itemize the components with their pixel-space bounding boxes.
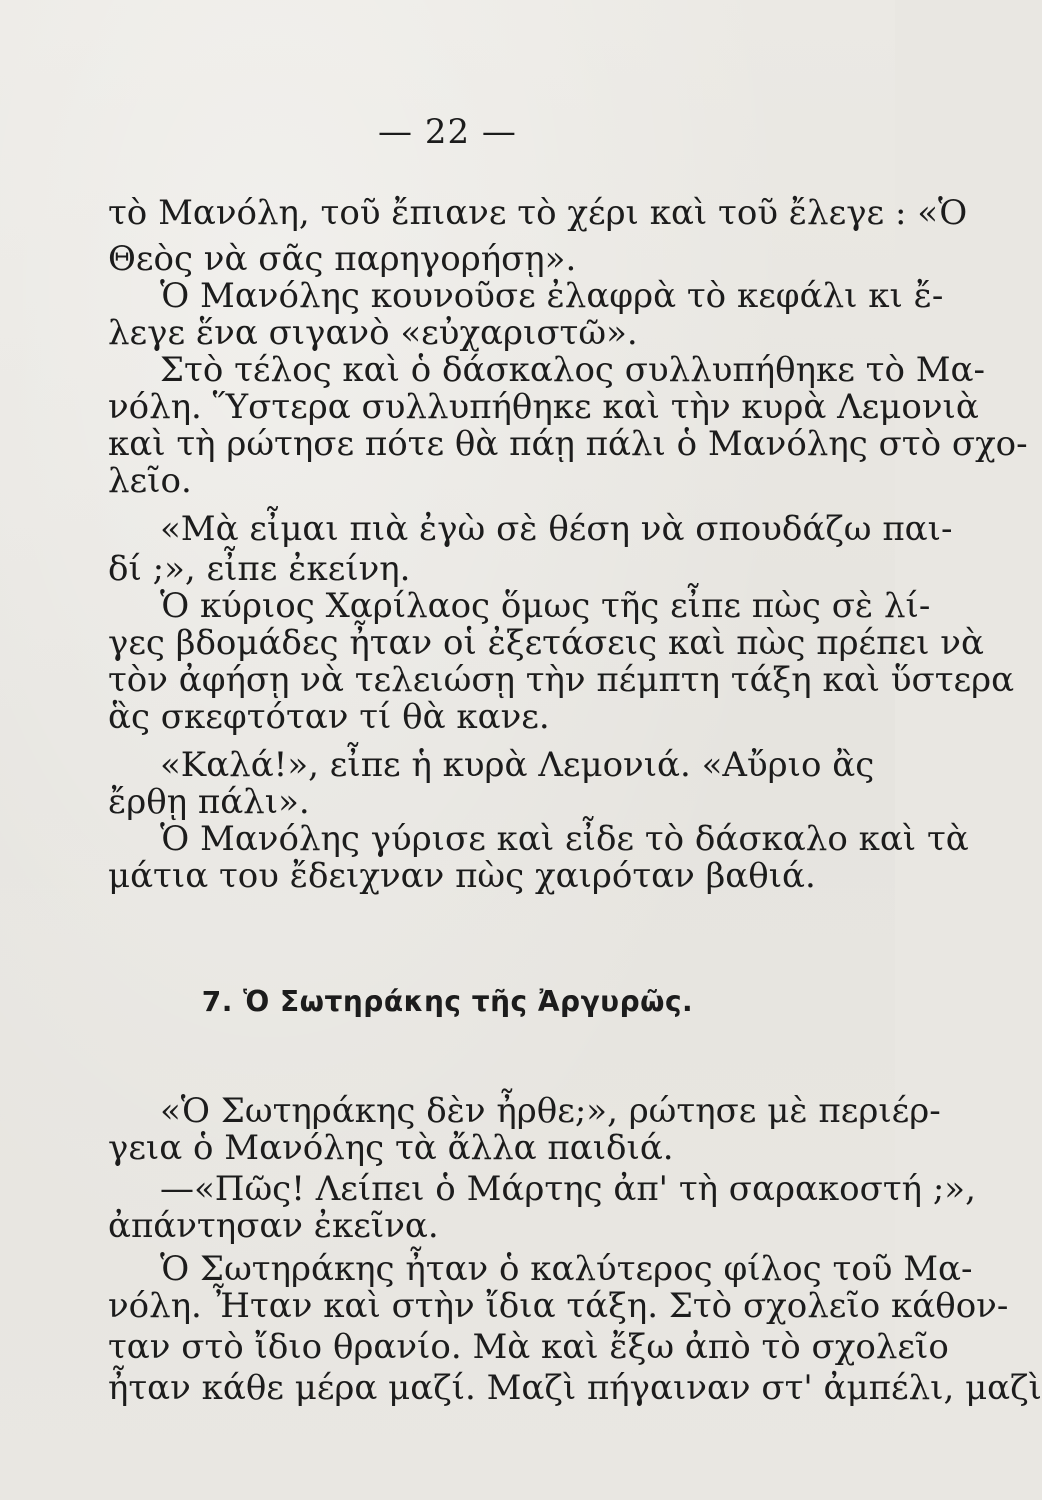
text-line: ταν στὸ ἴδιο θρανίο. Μὰ καὶ ἔξω ἀπὸ τὸ σχολεῖο [108,1327,949,1367]
text-line: δί ;», εἶπε ἐκείνη. [108,549,411,589]
text-line: ἦταν κάθε μέρα μαζί. Μαζὶ πήγαιναν στ' ἀμπέλι, μαζὶ [108,1368,1042,1408]
text-line: γες βδομάδες ἦταν οἱ ἐξετάσεις καὶ πὼς πρέπει νὰ [108,623,984,663]
text-line: Ὁ Μανόλης κουνοῦσε ἐλαφρὰ τὸ κεφάλι κι ἔ- [160,276,944,316]
text-line: γεια ὁ Μανόλης τὰ ἄλλα παιδιά. [108,1128,674,1168]
text-line: ἀπάντησαν ἐκεῖνα. [108,1206,439,1246]
text-line: λεῖο. [108,461,192,501]
text-line: νόλη. Ἦταν καὶ στὴν ἴδια τάξη. Στὸ σχολεῖο κάθον- [108,1286,1009,1326]
text-line: Στὸ τέλος καὶ ὁ δάσκαλος συλλυπήθηκε τὸ Μα- [160,350,985,390]
text-line: —«Πῶς! Λείπει ὁ Μάρτης ἀπ' τὴ σαρακοστή ;», [160,1169,976,1209]
text-line: τὸ Μανόλη, τοῦ ἔπιανε τὸ χέρι καὶ τοῦ ἔλεγε : «Ὁ [108,193,968,233]
text-line: «Καλά!», εἶπε ἡ κυρὰ Λεμονιά. «Αὔριο ἂς [160,745,875,785]
text-line: Ὁ Μανόλης γύρισε καὶ εἶδε τὸ δάσκαλο καὶ τὰ [160,819,969,859]
text-line: νόλη. Ὕστερα συλλυπήθηκε καὶ τὴν κυρὰ Λεμονιὰ [108,387,979,427]
text-line: τὸν ἀφήσῃ νὰ τελειώσῃ τὴν πέμπτη τάξη καὶ ὕστερα [108,660,1015,700]
text-line: Ὁ κύριος Χαρίλαος ὅμως τῆς εἶπε πὼς σὲ λί- [160,586,931,626]
text-line: ἔρθῃ πάλι». [108,782,310,822]
page-number: — 22 — [378,112,517,152]
text-line: καὶ τὴ ρώτησε πότε θὰ πάῃ πάλι ὁ Μανόλης στὸ σχο- [108,424,1028,464]
text-line: «Ὁ Σωτηράκης δὲν ἦρθε;», ρώτησε μὲ περιέρ- [160,1091,941,1131]
text-line: Θεὸς νὰ σᾶς παρηγορήσῃ». [108,239,577,279]
text-line: μάτια του ἔδειχναν πὼς χαιρόταν βαθιά. [108,856,816,896]
text-line: λεγε ἕνα σιγανὸ «εὐχαριστῶ». [108,313,638,353]
text-line: «Μὰ εἶμαι πιὰ ἐγὼ σὲ θέση νὰ σπουδάζω παι- [160,509,953,549]
text-line: Ὁ Σωτηράκης ἦταν ὁ καλύτερος φίλος τοῦ Μα- [160,1249,973,1289]
text-line: ἃς σκεφτόταν τί θὰ κανε. [108,697,550,737]
section-heading: 7. Ὁ Σωτηράκης τῆς Ἀργυρῶς. [201,985,694,1018]
